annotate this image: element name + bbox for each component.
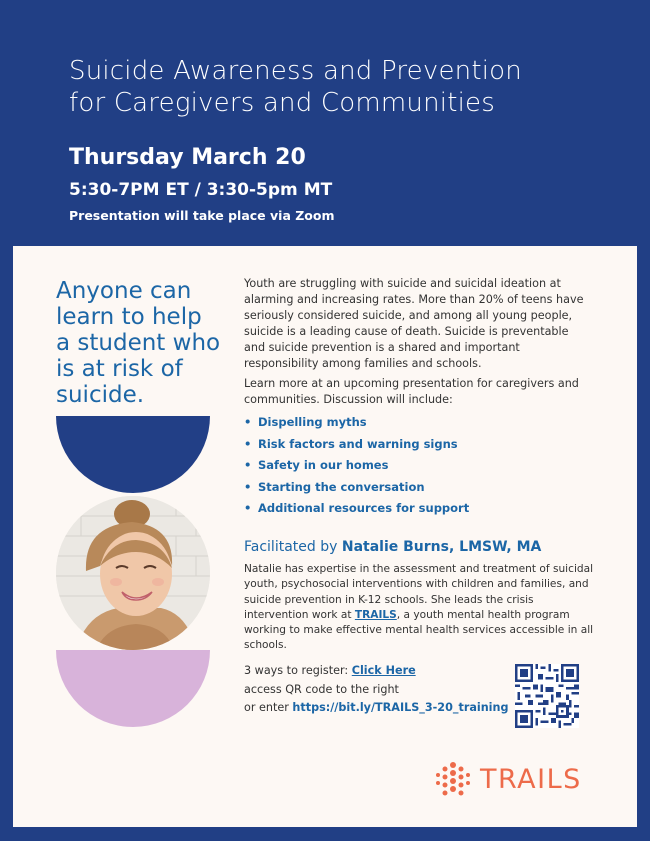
navy-semicircle (56, 416, 210, 493)
header-banner (0, 0, 650, 246)
title-line-2: for Caregivers and Communities (69, 88, 495, 118)
facilitator-photo (56, 496, 210, 650)
facilitator-heading (244, 539, 541, 555)
registration-info (244, 662, 514, 718)
list-item: • Dispelling myths (244, 412, 589, 434)
lavender-semicircle (56, 650, 210, 727)
qr-code-icon[interactable] (515, 664, 579, 728)
list-item: • Risk factors and warning signs (244, 434, 589, 456)
register-line-1 (244, 662, 514, 681)
description-column (244, 276, 589, 520)
facilitator-name: Natalie Burns, LMSW, MA (341, 539, 542, 555)
trails-logo-icon (434, 760, 472, 798)
title-line-1: Suicide Awareness and Prevention (69, 56, 522, 86)
intro-paragraph: Youth are struggling with suicide and suicidal ideation at alarming and increasing rates. More than 20% of teens have seriously considered suicide, and among all young people, suicide is a leading cause of death. Suicide is preventable and suicide prevention is a shared and important responsibility among families and schools. (244, 277, 584, 370)
bio-text-end: , a youth mental health program working to make effective mental health services accessible in all schools. (244, 608, 594, 652)
bio-text-start: Natalie has expertise in the assessment and treatment of suicidal youth, psychosocial interventions with children and families, and suicide prevention in K-12 schools. She leads the crisis intervention work at (244, 563, 594, 621)
tagline: Anyone can learn to help a student who is at risk of suicide. (56, 278, 221, 408)
trails-logo-text: TRAILS (480, 763, 582, 795)
topics-list (244, 412, 589, 520)
list-item: • Safety in our homes (244, 455, 589, 477)
list-item: • Starting the conversation (244, 477, 589, 499)
content-card (13, 246, 637, 827)
trails-logo (434, 760, 582, 798)
event-time: 5:30-7PM ET / 3:30-5pm MT (69, 180, 333, 200)
register-line-2: access QR code to the right (244, 682, 399, 696)
register-url[interactable]: https://bit.ly/TRAILS_3-20_training (292, 701, 509, 714)
list-item: • Additional resources for support (244, 498, 589, 520)
trails-link[interactable]: TRAILS (354, 608, 397, 621)
event-venue: Presentation will take place via Zoom (69, 208, 335, 223)
register-url-prefix: or enter (244, 701, 289, 714)
learn-more-paragraph: Learn more at an upcoming presentation for caregivers and communities. Discussion will include: (244, 377, 579, 406)
event-date: Thursday March 20 (69, 145, 306, 170)
event-title (69, 55, 629, 119)
register-prefix: 3 ways to register: (244, 664, 349, 677)
register-line-3 (244, 699, 514, 718)
facilitator-prefix: Facilitated by (244, 539, 338, 555)
click-here-link[interactable]: Click Here (351, 664, 416, 677)
facilitator-bio (244, 562, 594, 654)
portrait-illustration (56, 496, 210, 650)
